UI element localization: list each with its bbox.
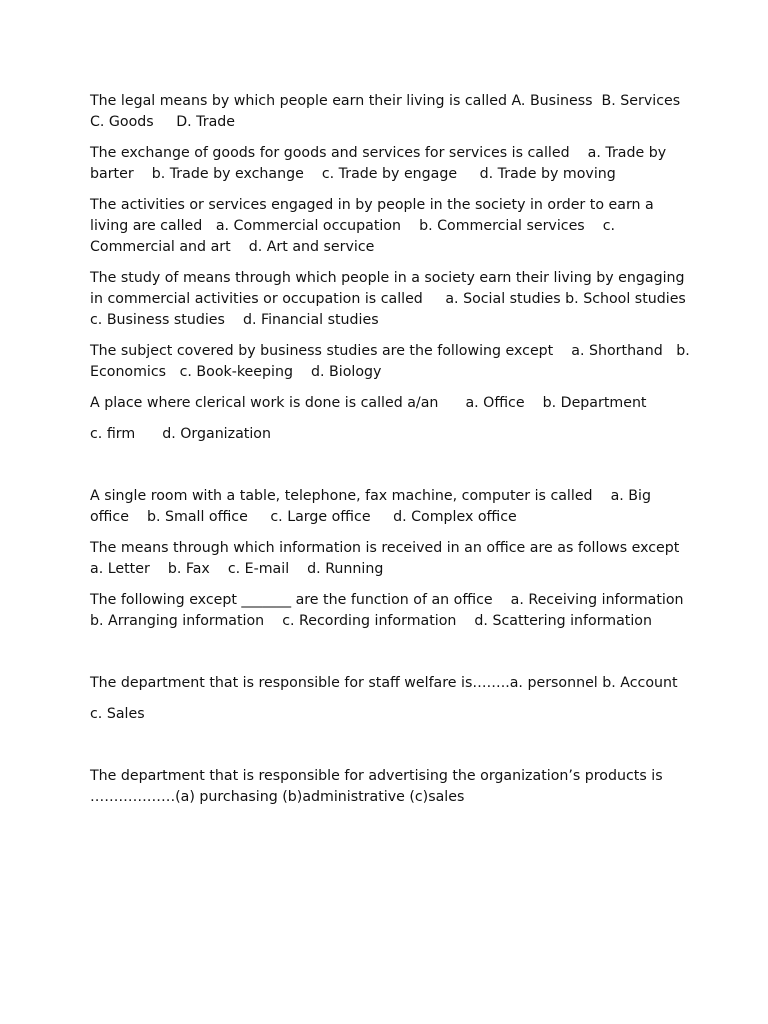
blank-line [90,642,690,673]
document-page [90,91,704,818]
question-11: The department that is responsible for advertising the organization’s products is ………………(a) purchasing (b)administrative (c)sales [90,768,668,805]
question-7: A single room with a table, telephone, fax machine, computer is called a. Big office b. Small office c. Large office d. Complex office [90,488,656,525]
blank-line [90,735,690,766]
question-4: The study of means through which people in a society earn their living by engaging in commercial activities or occupation is called a. Social studies b. School studies c. Business studies d. Financial studies [90,270,704,328]
question-10: The department that is responsible for staff welfare is……..a. personnel b. Account [90,675,678,691]
question-1: The legal means by which people earn their living is called A. Business B. Services C. Goods D. Trade [90,93,694,130]
question-9: The following except _______ are the function of an office a. Receiving information b. Arranging information c. Recording information d. Scattering information [90,592,702,629]
question-3: The activities or services engaged in by people in the society in order to earn a living are called a. Commercial occupation b. Commercial services c. Commercial and art d. Art and service [90,197,659,255]
question-8: The means through which information is received in an office are as follows except a. Letter b. Fax c. E-mail d. Running [90,540,698,577]
question-5: The subject covered by business studies are the following except a. Shorthand b. Economics c. Book-keeping d. Biology [90,343,695,380]
question-6-continued: c. firm d. Organization [90,426,271,442]
question-2: The exchange of goods for goods and services for services is called a. Trade by barter b. Trade by exchange c. Trade by engage d. Trade by moving [90,145,671,182]
blank-line [90,455,690,486]
question-10-continued: c. Sales [90,706,145,722]
question-6: A place where clerical work is done is called a/an a. Office b. Department [90,395,647,411]
